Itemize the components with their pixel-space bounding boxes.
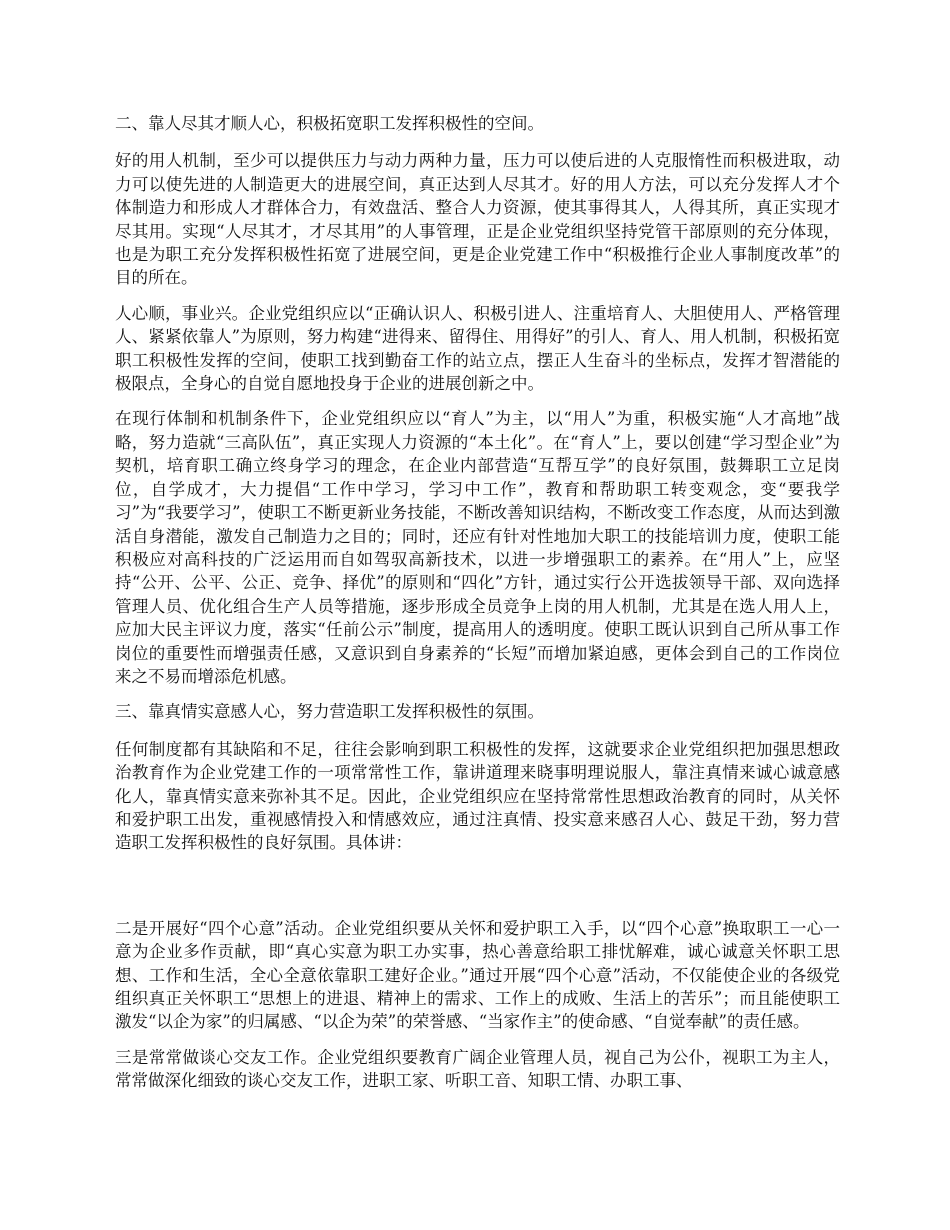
- paragraph-four-intentions: 二是开展好“四个心意”活动。企业党组织要从关怀和爱护职工入手，以“四个心意”换取职工一心一意为企业多作贡献，即“真心实意为职工办实事，热心善意给职工排忧解难，诚心诚意关怀职工思想、工作和生活，全心全意依靠职工建好企业。”通过开展“四个心意”活动，不仅能使企业的各级党组织真正关怀职工“思想上的进退、精神上的需求、工作上的成败、生活上的苦乐”；而且能使职工激发“以企为家”的归属感、“以企为荣”的荣誉感、“当家作主”的使命感、“自觉奉献”的责任感。: [115, 918, 840, 1032]
- paragraph-ideological-education: 任何制度都有其缺陷和不足，往往会影响到职工积极性的发挥，这就要求企业党组织把加强思想政治教育作为企业党建工作的一项常常性工作，靠讲道理来晓事明理说服人，靠注真情来诚心诚意感化人，靠真情实意来弥补其不足。因此，企业党组织应在坚持常常性思想政治教育的同时，从关怀和爱护职工出发，重视感情投入和情感效应，通过注真情、投实意来感召人心、鼓足干劲，努力营造职工发挥积极性的良好氛围。具体讲：: [115, 739, 840, 853]
- paragraph-heart-to-heart: 三是常常做谈心交友工作。企业党组织要教育广阔企业管理人员，视自己为公仆，视职工为主人，常常做深化细致的谈心交友工作，进职工家、听职工音、知职工情、办职工事、: [115, 1047, 840, 1091]
- paragraph-hearts-and-career: 人心顺，事业兴。企业党组织应以“正确认识人、积极引进人、注重培育人、大胆使用人、严格管理人、紧紧依靠人”为原则，努力构建“进得来、留得住、用得好”的引人、育人、用人机制，积极拓宽职工积极性发挥的空间，使职工找到勤奋工作的站立点，摆正人生奋斗的坐标点，发挥才智潜能的极限点，全身心的自觉自愿地投身于企业的进展创新之中。: [115, 303, 840, 394]
- document-body: [115, 112, 840, 1105]
- paragraph-talent-cultivation: 在现行体制和机制条件下，企业党组织应以“育人”为主，以“用人”为重，积极实施“人才高地”战略，努力造就“三高队伍”，真正实现人力资源的“本土化”。在“育人”上，要以创建“学习型企业”为契机，培育职工确立终身学习的理念，在企业内部营造“互帮互学”的良好氛围，鼓舞职工立足岗位，自学成才，大力提倡“工作中学习，学习中工作”，教育和帮助职工转变观念，变“要我学习”为“我要学习”，使职工不断更新业务技能，不断改善知识结构，不断改变工作态度，从而达到激活自身潜能，激发自己制造力之目的；同时，还应有针对性地加大职工的技能培训力度，使职工能积极应对高科技的广泛运用而自如驾驭高新技术，以进一步增强职工的素养。在“用人”上，应坚持“公开、公平、公正、竞争、择优”的原则和“四化”方针，通过实行公开选拔领导干部、双向选择管理人员、优化组合生产人员等措施，逐步形成全员竞争上岗的用人机制，尤其是在选人用人上，应加大民主评议力度，落实“任前公示”制度，提高用人的透明度。使职工既认识到自己所从事工作岗位的重要性而增强责任感，又意识到自身素养的“长短”而增加紧迫感，更体会到自己的工作岗位来之不易而增添危机感。: [115, 409, 840, 686]
- blank-gap: [115, 867, 840, 917]
- paragraph-employment-mechanism: 好的用人机制，至少可以提供压力与动力两种力量，压力可以使后进的人克服惰性而积极进取，动力可以使先进的人制造更大的进展空间，真正达到人尽其才。好的用人方法，可以充分发挥人才个体制造力和形成人才群体合力，有效盘活、整合人力资源，使其事得其人，人得其所，真正实现才尽其用。实现“人尽其才，才尽其用”的人事管理，正是企业党组织坚持党管干部原则的充分体现，也是为职工充分发挥积极性拓宽了进展空间，更是企业党建工作中“积极推行企业人事制度改革”的目的所在。: [115, 151, 840, 288]
- section-heading-3: 三、靠真情实意感人心，努力营造职工发挥积极性的氛围。: [115, 702, 544, 722]
- section-heading-2: 二、靠人尽其才顺人心，积极拓宽职工发挥积极性的空间。: [115, 114, 544, 133]
